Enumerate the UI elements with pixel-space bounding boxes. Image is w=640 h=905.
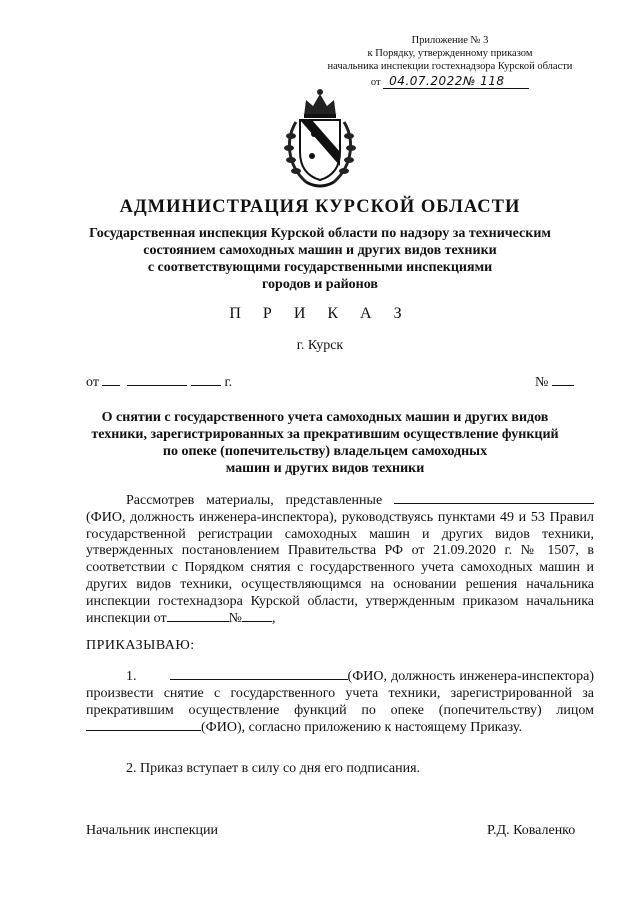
number-blank: [552, 385, 574, 386]
item-1-number: 1.: [126, 669, 137, 684]
subtitle-line-3: с соответствующими государственными инспекциями: [147, 260, 493, 275]
item-1-text-a: (ФИО, должность инженера-инспектора) произвести снятие с государственного учета техники, зарегистрированной за прекратившим осуществление функций по опеке (попечительству) лицом: [86, 669, 595, 718]
city: г. Курск: [296, 338, 344, 353]
year-blank: [191, 385, 221, 386]
item-1-text-b: (ФИО), согласно приложению к настоящему Приказу.: [201, 720, 522, 735]
month-blank: [127, 385, 187, 386]
kursk-coat-of-arms-icon: [282, 86, 358, 190]
heading-line-3: по опеке (попечительству) владельцем самоходных: [162, 444, 488, 459]
document-type: П Р И К А З: [229, 305, 411, 322]
guardian-blank: [86, 730, 201, 731]
day-blank: [102, 385, 120, 386]
order-date-field: [86, 375, 232, 391]
inspector-blank: [170, 679, 348, 680]
paragraph-intro: Рассмотрев материалы, представленные: [126, 493, 383, 508]
order-word: ПРИКАЗЫВАЮ:: [86, 638, 195, 653]
handwritten-date: 04.07.2022№ 118: [383, 75, 529, 89]
paragraph-end: ,: [271, 610, 276, 626]
order-item-2: [86, 760, 594, 777]
signatory-name: Р.Д. Коваленко: [487, 823, 576, 838]
appendix-line-3: начальника инспекции гостехнадзора Курской области: [327, 61, 573, 72]
organization-title: АДМИНИСТРАЦИЯ КУРСКОЙ ОБЛАСТИ: [119, 197, 521, 217]
appendix-date-prefix: от: [370, 77, 381, 88]
order-number-prefix: №: [535, 375, 549, 390]
order-date-suffix: г.: [224, 375, 233, 390]
body-paragraph: [86, 493, 594, 627]
signatory-position: Начальник инспекции: [86, 823, 218, 838]
inspection-subtitle: [60, 225, 580, 293]
heading-line-1: О снятии с государственного учета самоходных машин и других видов: [101, 410, 549, 425]
order-number-field: [535, 375, 574, 391]
subtitle-line-2: состоянием самоходных машин и других видов техники: [143, 243, 497, 258]
approval-number-sign: №: [228, 610, 242, 626]
item-2-text: 2. Приказ вступает в силу со дня его подписания.: [126, 761, 421, 776]
approval-date-blank: [167, 621, 229, 622]
appendix-line-2: к Порядку, утвержденному приказом: [367, 48, 533, 59]
subtitle-line-4: городов и районов: [262, 277, 378, 292]
order-item-1: [86, 668, 594, 736]
subtitle-line-1: Государственная инспекция Курской области по надзору за техническим: [89, 226, 551, 241]
appendix-line-1: Приложение № 3: [411, 35, 489, 46]
presenter-blank: [394, 503, 594, 504]
heading-line-2: техники, зарегистрированных за прекратившим осуществление функций: [91, 427, 559, 442]
heading-line-4: машин и других видов техники: [225, 461, 425, 476]
order-heading: [90, 409, 560, 477]
order-date-prefix: от: [86, 375, 99, 390]
paragraph-text: (ФИО, должность инженера-инспектора), руководствуясь пунктами 49 и 53 Правил государственной регистрации самоходных машин и других видов техники, утвержденных постановлением Правительства РФ от 21.09.2020 г. № 1507, в соответствии с Порядком снятия с государственного учета самоходных машин и других видов техники, осуществляющимся на основании решения начальника инспекции гостехнадзора Курской области, утвержденным приказом начальника инспекции от: [86, 509, 594, 626]
approval-number-blank: [242, 621, 272, 622]
